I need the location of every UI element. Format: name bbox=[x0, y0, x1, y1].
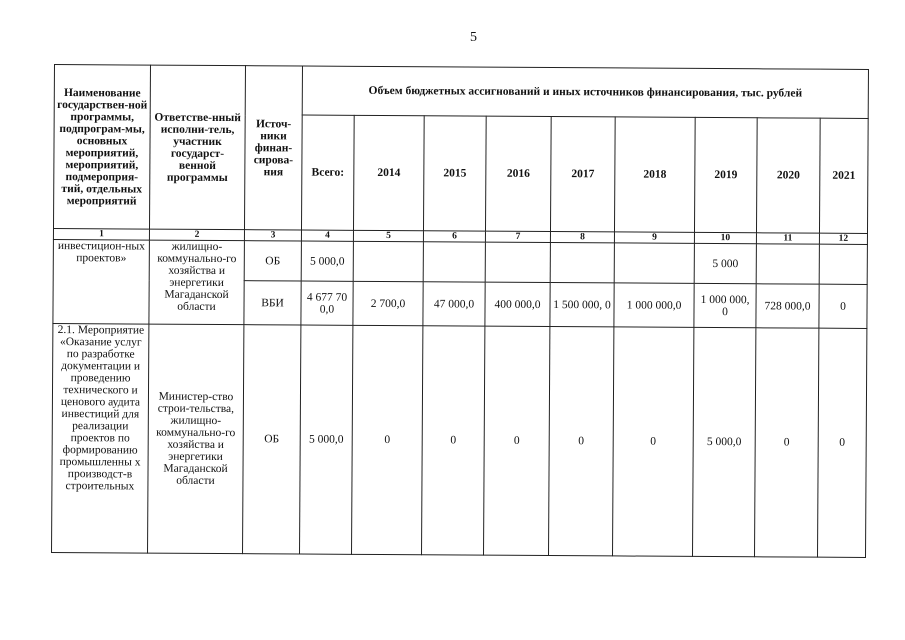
value-cell: 5 000 bbox=[694, 243, 756, 283]
column-number: 12 bbox=[819, 233, 867, 244]
program-name-cell: 2.1. Мероприятие «Оказание услуг по разработке документации и проведению технического и ценового аудита инвестиций для реализации проектов по формированию промышленны х производст-в строительных bbox=[52, 323, 149, 553]
header-year: 2014 bbox=[353, 116, 424, 231]
header-year: 2018 bbox=[614, 117, 695, 232]
header-executor: Ответстве-нный исполни-тель, участник государст-венной программы bbox=[149, 65, 245, 230]
value-cell: 0 bbox=[613, 327, 694, 556]
value-cell: 0 bbox=[549, 327, 614, 556]
column-number: 2 bbox=[149, 229, 244, 241]
column-number: 6 bbox=[423, 231, 485, 242]
value-cell bbox=[819, 244, 867, 284]
column-number: 10 bbox=[694, 232, 756, 243]
header-year: 2019 bbox=[694, 118, 757, 233]
table-row bbox=[52, 323, 867, 557]
header-sources: Источ-ники финан-сирова-ния bbox=[244, 66, 302, 230]
value-cell bbox=[485, 242, 550, 282]
column-number: 8 bbox=[550, 232, 614, 243]
value-cell bbox=[614, 243, 694, 283]
value-cell: 728 000,0 bbox=[756, 284, 819, 328]
executor-cell: Министер-ство строи-тельства, жилищно-коммунально-го хозяйства и энергетики Магаданской области bbox=[148, 324, 244, 554]
total-cell: 4 677 70 0,0 bbox=[301, 281, 353, 325]
value-cell bbox=[550, 243, 614, 283]
value-cell: 1 000 000,0 bbox=[614, 283, 694, 327]
budget-table bbox=[51, 64, 869, 558]
column-number: 1 bbox=[53, 228, 149, 240]
value-cell bbox=[423, 242, 485, 282]
header-year: 2017 bbox=[550, 117, 615, 232]
value-cell: 0 bbox=[484, 326, 550, 555]
source-cell: ВБИ bbox=[244, 281, 301, 325]
header-year: 2015 bbox=[423, 116, 486, 231]
header-year: 2020 bbox=[756, 118, 820, 233]
source-cell: ОБ bbox=[243, 325, 301, 554]
program-name-cell: инвестицион-ных проектов» bbox=[53, 239, 150, 324]
source-cell: ОБ bbox=[244, 241, 301, 281]
table-row bbox=[53, 239, 867, 284]
header-budget: Объем бюджетных ассигнований и иных источников финансирования, тыс. рублей bbox=[302, 66, 868, 119]
column-number: 4 bbox=[301, 230, 353, 241]
header-total: Всего: bbox=[301, 115, 354, 230]
column-number: 11 bbox=[756, 233, 819, 244]
header-year: 2016 bbox=[485, 116, 551, 231]
total-cell: 5 000,0 bbox=[301, 241, 353, 281]
value-cell: 2 700,0 bbox=[353, 281, 423, 325]
value-cell: 47 000,0 bbox=[423, 282, 485, 326]
column-number: 3 bbox=[244, 230, 301, 241]
column-number: 7 bbox=[485, 231, 550, 242]
value-cell: 0 bbox=[422, 326, 485, 555]
page-number: 5 bbox=[470, 30, 477, 45]
value-cell: 1 000 000, 0 bbox=[694, 283, 756, 327]
value-cell: 5 000,0 bbox=[693, 327, 756, 556]
value-cell: 0 bbox=[819, 284, 867, 328]
header-year: 2021 bbox=[819, 118, 868, 233]
value-cell: 400 000,0 bbox=[485, 282, 550, 326]
value-cell bbox=[756, 244, 819, 284]
header-program-name: Наименование государствен-ной программы, подпрограм-мы, основных мероприятий, мероприятий, подмероприя-тий, отдельных мероприятий bbox=[53, 65, 150, 230]
value-cell: 0 bbox=[818, 328, 867, 557]
column-number: 9 bbox=[614, 232, 694, 243]
column-number: 5 bbox=[353, 230, 423, 241]
total-cell: 5 000,0 bbox=[300, 325, 353, 554]
value-cell bbox=[353, 241, 423, 281]
value-cell: 0 bbox=[352, 325, 423, 554]
value-cell: 1 500 000, 0 bbox=[550, 283, 614, 327]
value-cell: 0 bbox=[755, 328, 819, 557]
executor-cell: жилищно-коммунально-го хозяйства и энергетики Магаданской области bbox=[149, 240, 245, 325]
